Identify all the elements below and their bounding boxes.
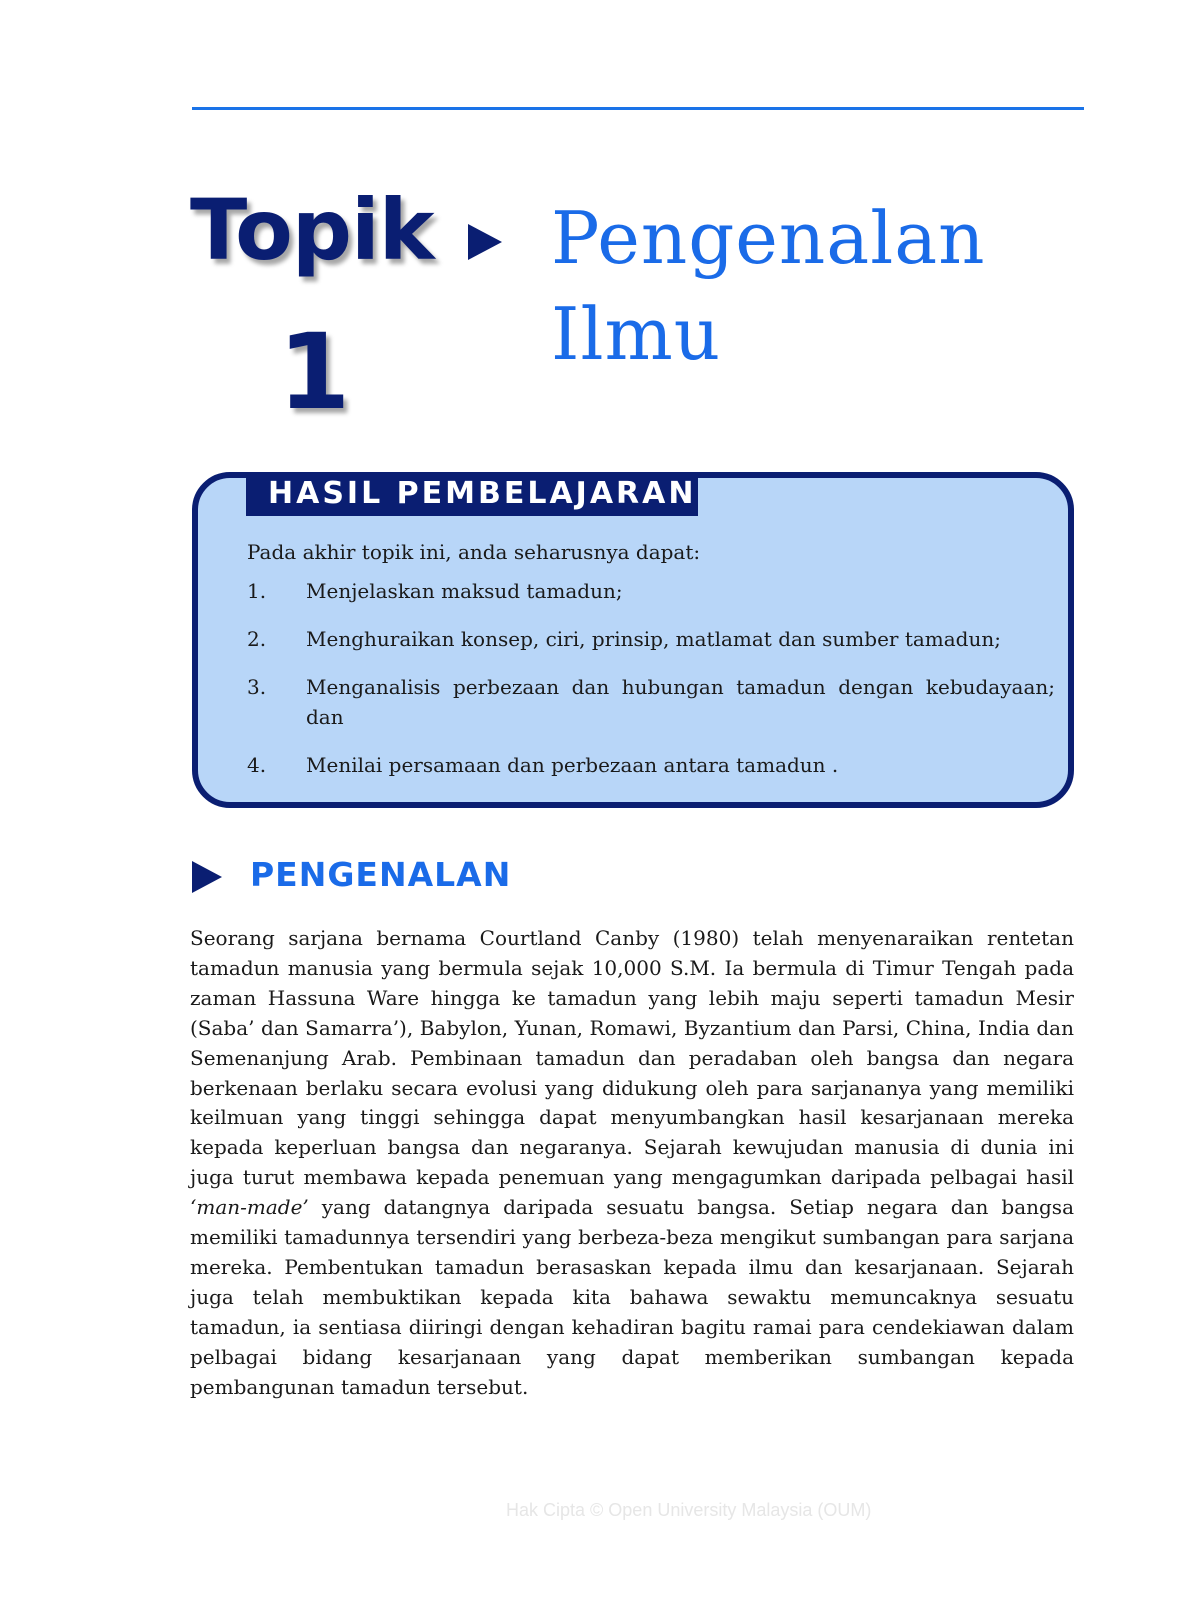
paragraph-text-before: Seorang sarjana bernama Courtland Canby (1980) telah menyenaraikan rentetan tamadun manusia yang bermula sejak 10,000 S.M. Ia bermula di Timur Tengah pada zaman Hassuna Ware hingga ke tamadun yang lebih maju seperti tamadun Mesir (Saba’ dan Samarra’), Babylon, Yunan, Romawi, Byzantium dan Parsi, China, India dan Semenanjung Arab. Pembinaan tamadun dan peradaban oleh bangsa dan negara berkenaan berlaku secara evolusi yang didukung oleh para sarjananya yang memiliki keilmuan yang tinggi sehingga dapat menyumbangkan hasil kesarjanaan mereka kepada keperluan bangsa dan negaranya. Sejarah kewujudan manusia di dunia ini juga turut membawa kepada penemuan yang mengagumkan daripada pelbagai hasil (190, 926, 1074, 1190)
paragraph-italic-term: ‘man-made’ (190, 1195, 309, 1220)
top-rule (192, 107, 1084, 110)
topik-number: 1 (278, 311, 351, 433)
intro-paragraph (190, 924, 1074, 1403)
learning-outcomes-heading: HASIL PEMBELAJARAN (246, 472, 698, 516)
outcome-number: 4. (247, 753, 267, 777)
section-heading: PENGENALAN (250, 855, 512, 894)
chapter-title-line2: Ilmu (551, 292, 722, 376)
outcome-text: Menjelaskan maksud tamadun; (306, 579, 623, 603)
outcome-item-3 (247, 672, 1055, 732)
outcome-item-2 (247, 624, 1055, 654)
paragraph-text-after: yang datangnya daripada sesuatu bangsa. Setiap negara dan bangsa memiliki tamadunnya tersendiri yang berbeza-beza mengikut sumbangan para sarjana mereka. Pembentukan tamadun berasaskan kepada ilmu dan kesarjanaan. Sejarah juga telah membuktikan kepada kita bahawa sewaktu memuncaknya sesuatu tamadun, ia sentiasa diiringi dengan kehadiran bagitu ramai para cendekiawan dalam pelbagai bidang kesarjanaan yang dapat memberikan sumbangan kepada pembangunan tamadun tersebut. (190, 1195, 1074, 1399)
copyright-watermark: Hak Cipta © Open University Malaysia (OUM) (506, 1500, 872, 1520)
outcome-text: Menghuraikan konsep, ciri, prinsip, matlamat dan sumber tamadun; (306, 627, 1001, 651)
outcome-number: 1. (247, 579, 267, 603)
outcome-text: Menilai persamaan dan perbezaan antara tamadun . (306, 753, 839, 777)
outcome-number: 3. (247, 675, 267, 699)
outcome-text: Menganalisis perbezaan dan hubungan tamadun dengan kebudayaan; dan (306, 675, 1055, 729)
play-arrow-icon (468, 224, 502, 260)
chapter-title (551, 190, 986, 382)
outcome-number: 2. (247, 627, 267, 651)
outcome-item-4 (247, 750, 1055, 780)
learning-outcomes-intro: Pada akhir topik ini, anda seharusnya dapat: (247, 540, 701, 564)
topik-label: Topik (190, 181, 434, 279)
outcome-item-1 (247, 576, 1055, 606)
section-arrow-icon (192, 861, 222, 893)
chapter-title-line1: Pengenalan (551, 196, 986, 280)
